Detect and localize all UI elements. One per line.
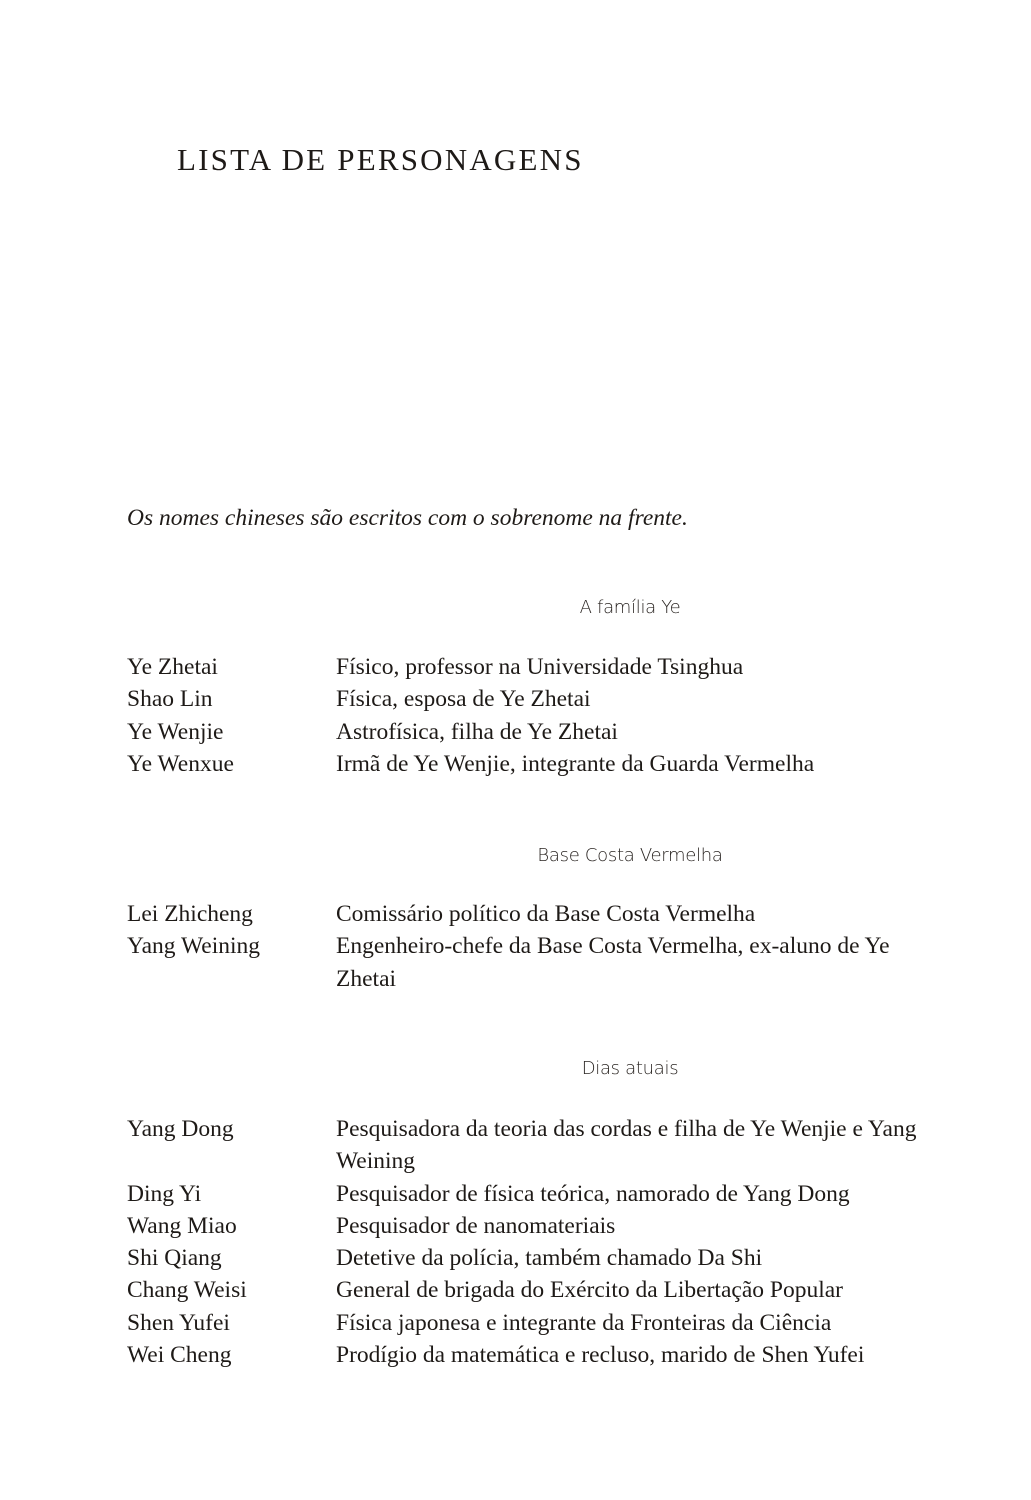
character-row [127, 1113, 927, 1178]
character-name: Yang Weining [127, 933, 261, 960]
character-row [127, 1307, 927, 1339]
character-name: Ye Zhetai [127, 654, 218, 680]
character-row [127, 683, 927, 715]
character-name: Wei Cheng [127, 1342, 232, 1369]
intro-note: Os nomes chineses são escritos com o sobrenome na frente. [127, 505, 688, 531]
character-name: Shao Lin [127, 686, 213, 713]
character-row [127, 1339, 927, 1371]
character-description: Pesquisador de nanomateriais [336, 1212, 616, 1239]
character-row [127, 651, 927, 683]
character-row [127, 1210, 927, 1242]
character-row [127, 716, 927, 748]
section-dias-atuais-list [127, 1113, 927, 1371]
character-row [127, 930, 927, 995]
section-heading-base-costa-vermelha: Base Costa Vermelha [537, 845, 723, 866]
page-title: LISTA DE PERSONAGENS [177, 142, 584, 177]
character-description: Pesquisador de física teórica, namorado de Yang Dong [336, 1180, 850, 1207]
character-description: Físico, professor na Universidade Tsinghua [336, 654, 744, 680]
character-name: Ding Yi [127, 1180, 202, 1207]
character-description: Física japonesa e integrante da Fronteiras da Ciência [336, 1309, 832, 1336]
character-name: Yang Dong [127, 1116, 234, 1142]
character-description: Detetive da polícia, também chamado Da Shi [336, 1245, 763, 1272]
character-description: Astrofísica, filha de Ye Zhetai [336, 718, 618, 745]
character-description: Prodígio da matemática e recluso, marido de Shen Yufei [336, 1342, 865, 1369]
character-row [127, 898, 927, 930]
character-name: Chang Weisi [127, 1277, 247, 1304]
character-name: Shen Yufei [127, 1309, 230, 1336]
character-row [127, 1274, 927, 1306]
character-description: Física, esposa de Ye Zhetai [336, 686, 591, 713]
character-description: Irmã de Ye Wenjie, integrante da Guarda Vermelha [336, 750, 815, 777]
character-description: Engenheiro-chefe da Base Costa Vermelha, ex-aluno de Ye Zhetai [336, 933, 890, 992]
character-row [127, 1178, 927, 1210]
character-description: Comissário político da Base Costa Vermelha [336, 901, 756, 927]
character-name: Ye Wenxue [127, 750, 234, 777]
character-name: Wang Miao [127, 1212, 237, 1239]
section-base-costa-vermelha-list [127, 898, 927, 995]
character-description: General de brigada do Exército da Libertação Popular [336, 1277, 843, 1304]
section-familia-ye-list [127, 651, 927, 780]
character-row [127, 748, 927, 780]
character-row [127, 1242, 927, 1274]
character-name: Shi Qiang [127, 1245, 222, 1272]
character-description: Pesquisadora da teoria das cordas e filha de Ye Wenjie e Yang Weining [336, 1116, 917, 1175]
section-heading-dias-atuais: Dias atuais [581, 1058, 679, 1079]
section-heading-familia-ye: A família Ye [579, 597, 681, 618]
character-name: Ye Wenjie [127, 718, 224, 745]
character-name: Lei Zhicheng [127, 901, 253, 927]
